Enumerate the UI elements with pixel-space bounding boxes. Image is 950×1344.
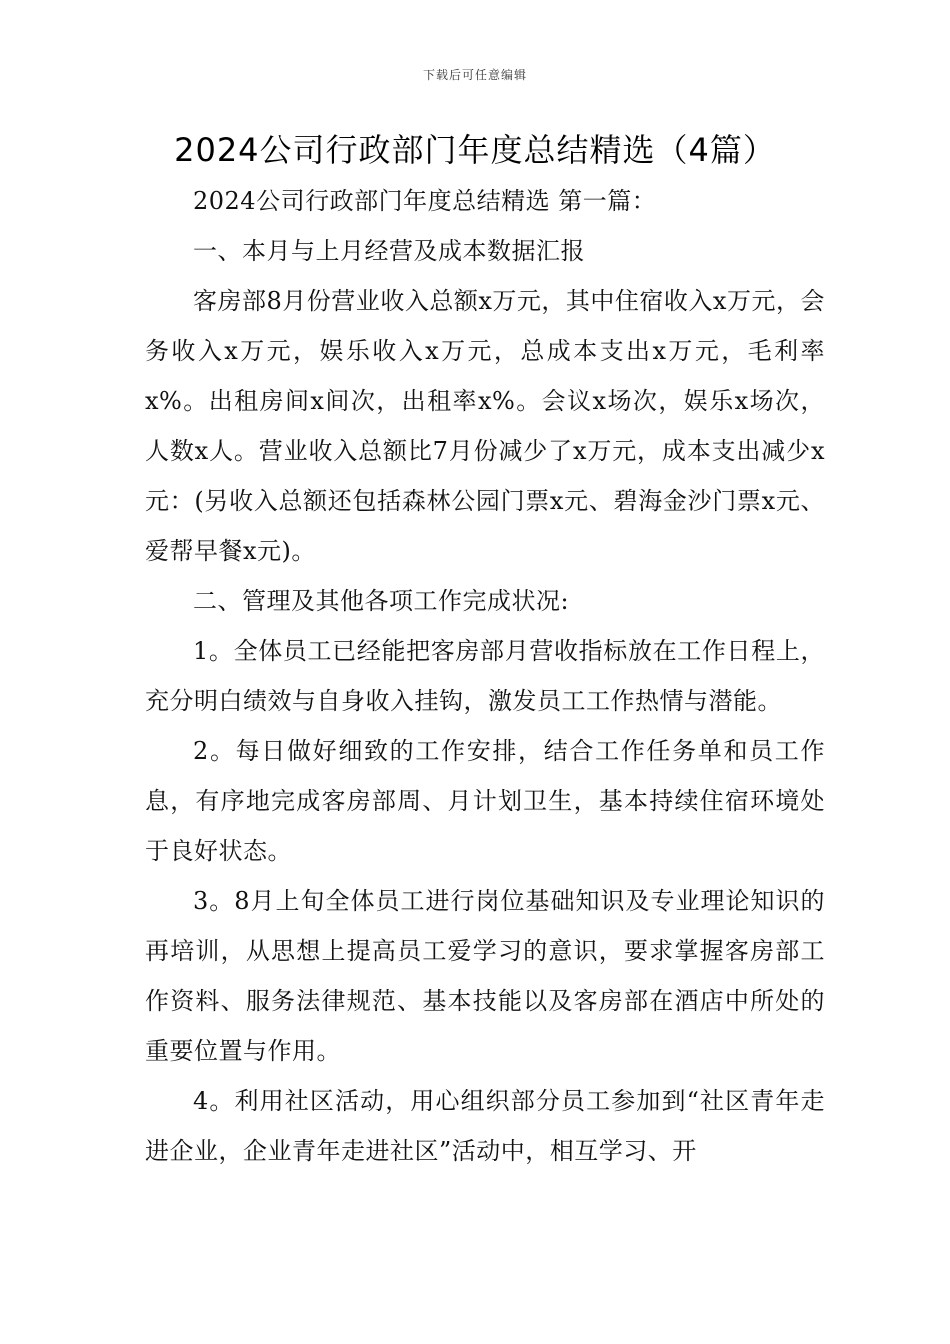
document-body [145,176,825,1176]
paragraph-item-1: 1。全体员工已经能把客房部月营收指标放在工作日程上，充分明白绩效与自身收入挂钩，激发员工工作热情与潜能。 [145,637,825,715]
paragraph-item-4: 4。利用社区活动，用心组织部分员工参加到“社区青年走进企业，企业青年走进社区”活动中，相互学习、开 [145,1087,825,1165]
section-heading-2: 二、管理及其他各项工作完成状况: [193,587,570,615]
paragraph-revenue-report: 客房部8月份营业收入总额x万元，其中住宿收入x万元，会务收入x万元，娱乐收入x万元，总成本支出x万元，毛利率x%。出租房间x间次，出租率x%。会议x场次，娱乐x场次，人数x人。营业收入总额比7月份减少了x万元，成本支出减少x元：(另收入总额还包括森林公园门票x元、碧海金沙门票x元、爱帮早餐x元)。 [145,287,825,565]
paragraph-item-3: 3。8月上旬全体员工进行岗位基础知识及专业理论知识的再培训，从思想上提高员工爱学习的意识，要求掌握客房部工作资料、服务法律规范、基本技能以及客房部在酒店中所处的重要位置与作用。 [145,887,825,1065]
section-heading-1: 一、本月与上月经营及成本数据汇报 [193,237,585,265]
section-subtitle: 2024公司行政部门年度总结精选 第一篇： [193,187,657,215]
paragraph-item-2: 2。每日做好细致的工作安排，结合工作任务单和员工作息，有序地完成客房部周、月计划卫生，基本持续住宿环境处于良好状态。 [145,737,825,865]
document-title: 2024公司行政部门年度总结精选（4篇） [174,131,776,169]
header-note: 下载后可任意编辑 [422,68,527,82]
